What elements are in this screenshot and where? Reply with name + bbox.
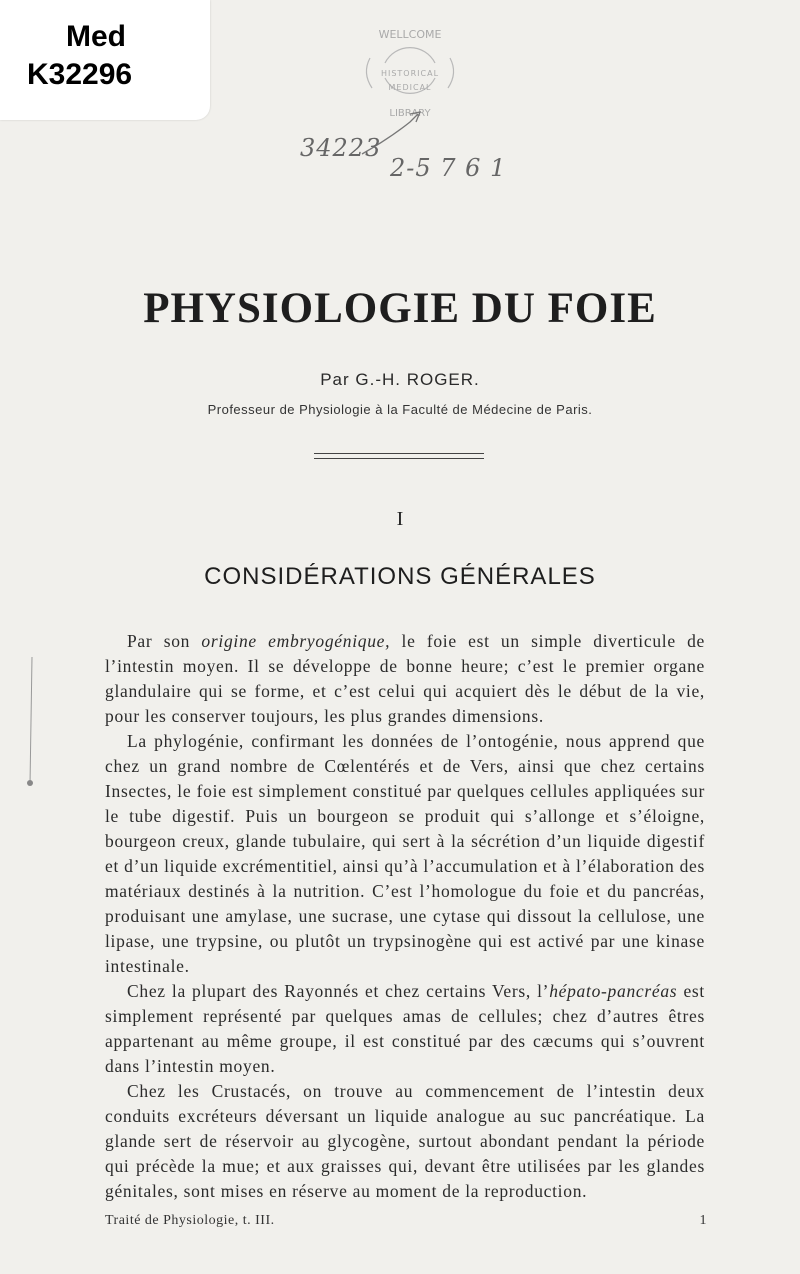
section-title: CONSIDÉRATIONS GÉNÉRALES: [204, 563, 596, 590]
body-text: [105, 629, 705, 1204]
stamp-line1: HISTORICAL: [380, 69, 440, 78]
paragraph-text: le foie est un simple diverticule de l’intestin moyen. Il se développe de bonne heure; c’est le premier organe glandulaire qui se forme, et c’est celui qui acquiert dès le début de la vie, pour les conserver toujours, les plus grandes dimensions.: [105, 631, 705, 726]
stamp-text-top: WELLCOME: [378, 28, 442, 41]
paragraph-emphasis: origine embryogénique,: [201, 631, 391, 651]
author-line: Par G.-H. ROGER.: [320, 370, 480, 389]
handwritten-shelfmark: 34223: [300, 134, 382, 162]
stamp-text-bottom: LIBRARY: [389, 108, 431, 119]
divider-rule-top: [314, 453, 484, 454]
catalog-label-line2: K32296: [27, 58, 133, 91]
section-number: I: [396, 508, 404, 530]
paragraph-text: est simplement représenté par quelques amas de cellules; chez d’autres êtres appartenant au même groupe, il est constitué par des cæcums qui s’ouvrent dans l’intestin moyen.: [105, 981, 705, 1076]
stamp-line2: MEDICAL: [388, 83, 432, 92]
paragraph-emphasis: hépato-pancréas: [549, 981, 678, 1001]
author-affiliation: Professeur de Physiologie à la Faculté de Médecine de Paris.: [207, 402, 593, 417]
margin-bracket-mark: [20, 655, 40, 795]
paragraph: [105, 979, 705, 1079]
footer-source: Traité de Physiologie, t. III.: [105, 1213, 275, 1228]
paragraph: [105, 629, 705, 729]
paragraph-text: Chez la plupart des Rayonnés et chez certains Vers, l’: [127, 981, 550, 1001]
page-title: PHYSIOLOGIE DU FOIE: [143, 285, 657, 332]
page-number: 1: [699, 1213, 707, 1228]
divider-rule-bottom: [314, 458, 484, 459]
handwritten-notes: [300, 134, 507, 182]
handwritten-number: 2-5 7 6 1: [390, 154, 507, 182]
page-footer: [105, 1213, 707, 1229]
catalog-label: [0, 0, 210, 120]
paragraph: Chez les Crustacés, on trouve au commencement de l’intestin deux conduits excréteurs déversant un liquide analogue au suc pancréatique. La glande sert de réservoir au glycogène, surtout abondant pendant la période qui précède la mue; et aux graisses qui, devant être utilisées par les glandes génitales, sont mises en réserve au moment de la reproduction.: [105, 1081, 705, 1201]
catalog-label-line1: Med: [66, 20, 126, 53]
paragraph-text: Par son: [127, 631, 202, 651]
paragraph: La phylogénie, confirmant les données de l’ontogénie, nous apprend que chez un grand nombre de Cœlentérés et de Vers, ainsi que chez certains Insectes, le foie est simplement constitué par quelques cellules appliquées sur le tube digestif. Puis un bourgeon se produit qui s’allonge et s’éloigne, bourgeon creux, glande tubulaire, qui sert à la sécrétion d’un liquide digestif et d’un liquide excrémentitiel, ainsi qu’à l’accumulation et à l’élaboration des matériaux destinés à la nutrition. C’est l’homologue du foie et du pancréas, produisant une amylase, une sucrase, une cytase qui dissout la cellulose, une lipase, une trypsine, ou plutôt un trypsinogène qui est activé par une kinase intestinale.: [105, 731, 705, 976]
